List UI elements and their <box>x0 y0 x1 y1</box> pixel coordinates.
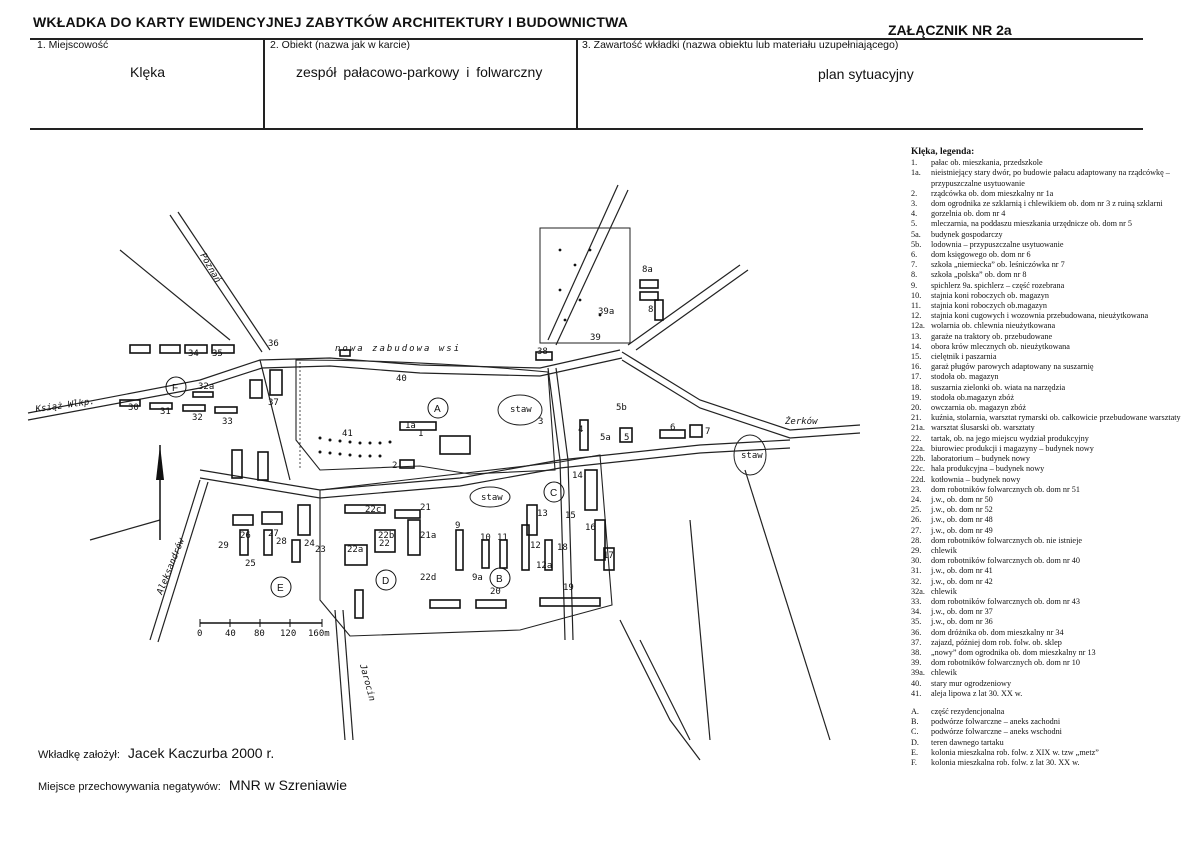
building-label: 24 <box>304 539 315 549</box>
legend-number: 32a. <box>911 586 925 596</box>
building-label: 10 <box>480 533 491 543</box>
building-label: 8a <box>642 265 653 275</box>
zone-label-f: F <box>172 383 179 394</box>
legend-text: wolarnia ob. chlewnia nieużytkowana <box>931 321 1056 331</box>
legend-zone-number: F. <box>911 757 917 767</box>
scale-label-0: 0 <box>197 629 203 639</box>
legend-number: 41. <box>911 688 922 698</box>
scale-label-120: 120 <box>280 629 297 639</box>
pond-label-farm: staw <box>481 493 503 503</box>
annex-number: ZAŁĄCZNIK NR 2a <box>888 22 1012 38</box>
legend-number: 3. <box>911 199 918 209</box>
legend-number: 15. <box>911 352 922 362</box>
legend-text: stodoła ob.magazyn zbóż <box>931 392 1014 402</box>
building-label: 14 <box>572 471 583 481</box>
legend-text: dom robotników folwarcznych ob. dom nr 40 <box>931 556 1080 566</box>
object-value: zespół pałacowo-parkowy i folwarczny <box>296 64 543 80</box>
zone-label-b: B <box>496 574 503 585</box>
legend-number: 22c. <box>911 464 925 474</box>
road-label-zerkow: Żerków <box>785 417 818 427</box>
legend-number: 17. <box>911 372 922 382</box>
legend-item <box>911 403 1191 413</box>
building-label: 5 <box>624 433 630 443</box>
building-label: 13 <box>537 509 548 519</box>
legend-text: j.w., ob. dom nr 42 <box>931 576 993 586</box>
building-label: 20 <box>490 587 501 597</box>
legend-number: 5a. <box>911 229 921 239</box>
building-label: 19 <box>563 583 574 593</box>
form-title: WKŁADKA DO KARTY EWIDENCYJNEJ ZABYTKÓW ARCHITEKTURY I BUDOWNICTWA <box>33 14 629 30</box>
legend-text: garaż pługów parowych adaptowany na suszarnię <box>931 362 1094 372</box>
legend-text: biurowiec produkcji i magazyny – budynek nowy <box>931 443 1094 453</box>
legend-text: „nowy” dom ogrodnika ob. dom mieszkalny nr 13 <box>931 647 1096 657</box>
legend-text: dom robotników folwarcznych ob. dom nr 43 <box>931 596 1080 606</box>
legend-number: 37. <box>911 637 922 647</box>
legend-zone-item <box>911 707 1191 717</box>
legend-item <box>911 230 1191 240</box>
building-label: 37 <box>268 398 279 408</box>
road-label-ksiaz: Książ Wlkp. <box>35 396 96 415</box>
building-label: 4 <box>578 425 584 435</box>
legend-number: 27. <box>911 525 922 535</box>
building-label: 27 <box>268 529 279 539</box>
legend-text: pałac ob. mieszkania, przedszkole <box>931 158 1043 168</box>
legend-number: 13. <box>911 331 922 341</box>
legend-item <box>911 423 1191 433</box>
legend-number: 23. <box>911 484 922 494</box>
legend-item <box>911 475 1191 485</box>
map-legend <box>911 147 1191 768</box>
legend-item <box>911 515 1191 525</box>
building-label: 9 <box>455 521 461 531</box>
legend-text: warsztat ślusarski ob. warsztaty <box>931 423 1035 433</box>
building-label: 39 <box>590 333 601 343</box>
legend-zone-text: podwórze folwarczne – aneks wschodni <box>931 727 1062 737</box>
garden-plot <box>540 228 630 343</box>
legend-spacer <box>911 699 1191 707</box>
legend-zone-number: A. <box>911 706 919 716</box>
legend-text: chlewik <box>931 545 957 555</box>
legend-item <box>911 352 1191 362</box>
road-label-poznan: Poznań <box>197 251 223 285</box>
building-label: 33 <box>222 417 233 427</box>
legend-item <box>911 587 1191 597</box>
legend-item <box>911 158 1191 168</box>
legend-text: obora krów mlecznych ob. nieużytkowana <box>931 341 1070 351</box>
legend-number: 18. <box>911 382 922 392</box>
legend-zone-text: kolonia mieszkalna rob. folw. z lat 30. XX w. <box>931 757 1080 767</box>
legend-text: spichlerz 9a. spichlerz – część rozebrana <box>931 280 1065 290</box>
legend-text: j.w., ob. dom nr 50 <box>931 494 993 504</box>
legend-zone-item <box>911 727 1191 737</box>
legend-number: 1a. <box>911 168 921 178</box>
legend-item <box>911 270 1191 280</box>
legend-number: 8. <box>911 270 918 280</box>
legend-number: 11. <box>911 301 921 311</box>
legend-text: zajazd, później dom rob. folw. ob. sklep <box>931 637 1062 647</box>
legend-number: 6. <box>911 250 918 260</box>
legend-number: 22b. <box>911 454 926 464</box>
storage-label: Miejsce przechowywania negatywów: <box>38 781 221 793</box>
building-label: 7 <box>705 427 711 437</box>
legend-text: nieistniejący stary dwór, po budowie pałacu adaptowany na rządcówkę – przypuszczalne usytuowanie <box>931 168 1170 188</box>
building-label: 31 <box>160 407 171 417</box>
road-jarocin <box>335 610 345 740</box>
legend-item <box>911 189 1191 199</box>
road-poznan <box>170 215 262 352</box>
legend-item <box>911 526 1191 536</box>
legend-number: 1. <box>911 158 918 168</box>
legend-item <box>911 199 1191 209</box>
legend-number: 19. <box>911 392 922 402</box>
legend-zone-item <box>911 748 1191 758</box>
legend-number: 39a. <box>911 668 925 678</box>
storage-line <box>38 777 347 793</box>
building-label: 30 <box>128 403 139 413</box>
legend-item <box>911 393 1191 403</box>
building-label: 35 <box>212 349 223 359</box>
legend-text: szkoła „niemiecka” ob. leśniczówka nr 7 <box>931 260 1065 270</box>
locality-value: Klęka <box>130 64 166 80</box>
legend-item <box>911 260 1191 270</box>
zone-label-e: E <box>277 583 284 594</box>
legend-number: 38. <box>911 647 922 657</box>
building-label: 18 <box>557 543 568 553</box>
locality-label: 1. Miejscowość <box>37 39 109 51</box>
legend-number: 2. <box>911 188 918 198</box>
legend-text: mleczarnia, na poddaszu mieszkania urzędnicze ob. dom nr 5 <box>931 219 1132 229</box>
building-label: 22a <box>347 545 364 555</box>
zone-label-c: C <box>550 488 558 499</box>
legend-item <box>911 658 1191 668</box>
legend-text: chlewik <box>931 668 957 678</box>
legend-zone-text: teren dawnego tartaku <box>931 737 1004 747</box>
building-label: 11 <box>497 533 508 543</box>
legend-item <box>911 168 1191 188</box>
legend-item <box>911 495 1191 505</box>
legend-number: 30. <box>911 556 922 566</box>
legend-number: 21a. <box>911 423 925 433</box>
legend-text: dom dróżnika ob. dom mieszkalny nr 34 <box>931 627 1064 637</box>
legend-zone-text: część rezydencjonalna <box>931 706 1005 716</box>
legend-item <box>911 240 1191 250</box>
scale-label-160: 160m <box>308 629 330 639</box>
legend-number: 39. <box>911 658 922 668</box>
legend-text: j.w., ob. dom nr 36 <box>931 617 993 627</box>
building-label: 22 <box>379 539 390 549</box>
founder-label: Wkładkę założył: <box>38 749 120 761</box>
legend-number: 10. <box>911 290 922 300</box>
legend-text: j.w., ob. dom nr 49 <box>931 525 993 535</box>
legend-number: 20. <box>911 403 922 413</box>
legend-text: laboratorium – budynek nowy <box>931 454 1030 464</box>
legend-text: j.w., ob. dom nr 41 <box>931 566 993 576</box>
legend-text: aleja lipowa z lat 30. XX w. <box>931 688 1023 698</box>
legend-item <box>911 607 1191 617</box>
legend-zone-number: C. <box>911 727 919 737</box>
scale-label-40: 40 <box>225 629 236 639</box>
building-label: 1a <box>405 421 416 431</box>
object-label: 2. Obiekt (nazwa jak w karcie) <box>270 39 411 51</box>
legend-text: gorzelnia ob. dom nr 4 <box>931 209 1006 219</box>
zone-label-a: A <box>434 404 441 415</box>
legend-item <box>911 577 1191 587</box>
legend-text: dom robotników folwarcznych ob. dom nr 51 <box>931 484 1080 494</box>
founder-line <box>38 745 274 761</box>
legend-item <box>911 434 1191 444</box>
legend-number: 21. <box>911 413 922 423</box>
legend-item <box>911 362 1191 372</box>
legend-text: owczarnia ob. magazyn zbóż <box>931 403 1027 413</box>
legend-item <box>911 444 1191 454</box>
legend-number: 25. <box>911 505 922 515</box>
legend-text: dom robotników folwarcznych ob. dom nr 10 <box>931 658 1080 668</box>
legend-item <box>911 372 1191 382</box>
legend-item <box>911 505 1191 515</box>
building-label: 8 <box>648 305 654 315</box>
legend-zone-item <box>911 758 1191 768</box>
legend-number: 34. <box>911 607 922 617</box>
legend-title: Klęka, legenda: <box>911 147 975 157</box>
legend-item <box>911 628 1191 638</box>
legend-text: dom robotników folwarcznych ob. nie istnieje <box>931 535 1082 545</box>
pond-label-park: staw <box>510 405 532 415</box>
content-value: plan sytuacyjny <box>818 66 914 82</box>
building-label: 23 <box>315 545 326 555</box>
legend-number: 26. <box>911 515 922 525</box>
legend-zone-number: E. <box>911 747 919 757</box>
legend-number: 22. <box>911 433 922 443</box>
legend-text: j.w., ob. dom nr 37 <box>931 607 993 617</box>
legend-text: lodownia – przypuszczalne usytuowanie <box>931 239 1064 249</box>
legend-number: 28. <box>911 535 922 545</box>
building-label: 1 <box>418 429 424 439</box>
legend-number: 12. <box>911 311 922 321</box>
building-label: 34 <box>188 349 199 359</box>
legend-number: 29. <box>911 545 922 555</box>
legend-item <box>911 485 1191 495</box>
building-label: 12a <box>536 561 553 571</box>
legend-text: chlewik <box>931 586 957 596</box>
legend-zone-item <box>911 717 1191 727</box>
road-zerkow <box>622 352 860 430</box>
road-label-jarocin: Jarocin <box>357 663 377 703</box>
road-label-aleksandrow: Aleksandrów <box>155 537 188 597</box>
legend-item <box>911 556 1191 566</box>
legend-item <box>911 332 1191 342</box>
building-label: 22b <box>378 531 395 541</box>
legend-item <box>911 648 1191 658</box>
legend-text: stajnia koni cugowych i wozownia przebudowana, nieużytkowana <box>931 311 1149 321</box>
building-label: 29 <box>218 541 229 551</box>
building-label: 21 <box>420 503 431 513</box>
legend-number: 35. <box>911 617 922 627</box>
legend-item <box>911 301 1191 311</box>
building-label: 3 <box>538 417 544 427</box>
legend-item <box>911 454 1191 464</box>
building-label: 9a <box>472 573 483 583</box>
building-label: 41 <box>342 429 353 439</box>
building-label: 21a <box>420 531 437 541</box>
legend-item <box>911 617 1191 627</box>
building-label: 40 <box>396 374 407 384</box>
building-label: 36 <box>268 339 279 349</box>
legend-item <box>911 668 1191 678</box>
zone-label-d: D <box>382 576 390 587</box>
legend-number: 12a. <box>911 321 925 331</box>
legend-text: stodoła ob. magazyn <box>931 372 999 382</box>
legend-item <box>911 546 1191 556</box>
legend-item <box>911 597 1191 607</box>
legend-item <box>911 383 1191 393</box>
legend-number: 40. <box>911 678 922 688</box>
building-label: 22c <box>365 505 382 515</box>
legend-item <box>911 689 1191 699</box>
legend-number: 36. <box>911 627 922 637</box>
building-label: 25 <box>245 559 256 569</box>
building-label: 16 <box>585 523 596 533</box>
legend-zone-item <box>911 738 1191 748</box>
scale-label-80: 80 <box>254 629 265 639</box>
legend-text: rządcówka ob. dom mieszkalny nr 1a <box>931 188 1054 198</box>
building-label: 12 <box>530 541 541 551</box>
building-label: 32a <box>198 382 215 392</box>
legend-item <box>911 566 1191 576</box>
pond-label-east: staw <box>741 451 763 461</box>
legend-item <box>911 291 1191 301</box>
legend-number: 14. <box>911 341 922 351</box>
legend-item <box>911 536 1191 546</box>
legend-text: dom ogrodnika ze szklarnią i chlewikiem ob. dom nr 3 z ruiną szklarni <box>931 199 1163 209</box>
building-label: 32 <box>192 413 203 423</box>
building-label: 6 <box>670 423 676 433</box>
building-label: 2 <box>392 461 398 471</box>
legend-text: stajnia koni roboczych ob.magazyn <box>931 301 1047 311</box>
legend-number: 4. <box>911 209 918 219</box>
legend-text: szkoła „polska” ob. dom nr 8 <box>931 270 1027 280</box>
legend-number: 31. <box>911 566 922 576</box>
legend-zone-text: podwórze folwarczne – aneks zachodni <box>931 717 1061 727</box>
park-boundary <box>296 360 555 474</box>
legend-number: 16. <box>911 362 922 372</box>
building-label: 28 <box>276 537 287 547</box>
building-label: 26 <box>240 531 251 541</box>
legend-item <box>911 281 1191 291</box>
legend-text: kotłownia – budynek nowy <box>931 474 1021 484</box>
legend-item <box>911 250 1191 260</box>
building-label: 38 <box>537 347 548 357</box>
legend-text: garaże na traktory ob. przebudowane <box>931 331 1053 341</box>
legend-text: dom księgowego ob. dom nr 6 <box>931 250 1031 260</box>
building-label: 15 <box>565 511 576 521</box>
building-label: 5a <box>600 433 611 443</box>
legend-number: 7. <box>911 260 918 270</box>
legend-text: kuźnia, stolarnia, warsztat rymarski ob. całkowicie przebudowane warsztaty <box>931 413 1181 423</box>
legend-text: hala produkcyjna – budynek nowy <box>931 464 1045 474</box>
legend-item <box>911 638 1191 648</box>
legend-number: 24. <box>911 494 922 504</box>
legend-number: 32. <box>911 576 922 586</box>
founder-value: Jacek Kaczurba 2000 r. <box>127 745 275 761</box>
legend-text: tartak, ob. na jego miejscu wydział produkcyjny <box>931 433 1089 443</box>
legend-text: j.w., ob. dom nr 48 <box>931 515 993 525</box>
legend-number: 9. <box>911 280 918 290</box>
legend-zone-number: D. <box>911 737 919 747</box>
road-label-new-development: nowa zabudowa wsi <box>335 344 462 354</box>
legend-zone-text: kolonia mieszkalna rob. folw. z XIX w. tzw „metz” <box>931 747 1099 757</box>
legend-item <box>911 464 1191 474</box>
scale-bar <box>197 619 330 639</box>
legend-number: 22d. <box>911 474 926 484</box>
legend-text: stajnia koni roboczych ob. magazyn <box>931 290 1049 300</box>
legend-text: suszarnia zielonki ob. wiata na narzędzia <box>931 382 1066 392</box>
legend-item <box>911 679 1191 689</box>
legend-number: 33. <box>911 596 922 606</box>
legend-number: 5b. <box>911 239 922 249</box>
legend-item <box>911 209 1191 219</box>
legend-text: budynek gospodarczy <box>931 229 1003 239</box>
legend-items <box>911 158 1191 699</box>
legend-item <box>911 311 1191 321</box>
content-label: 3. Zawartość wkładki (nazwa obiektu lub materiału uzupełniającego) <box>582 39 899 51</box>
legend-item <box>911 413 1191 423</box>
building-label: 17 <box>603 551 614 561</box>
legend-zones <box>911 707 1191 768</box>
legend-item <box>911 219 1191 229</box>
legend-text: stary mur ogrodzeniowy <box>931 678 1012 688</box>
building-label: 22d <box>420 573 437 583</box>
building-label: 5b <box>616 403 627 413</box>
legend-zone-number: B. <box>911 717 919 727</box>
legend-number: 22a. <box>911 443 925 453</box>
legend-number: 5. <box>911 219 918 229</box>
legend-item <box>911 321 1191 331</box>
legend-text: cielętnik i paszarnia <box>931 352 997 362</box>
storage-value: MNR w Szreniawie <box>228 777 348 793</box>
building-label: 39a <box>598 307 615 317</box>
legend-item <box>911 342 1191 352</box>
legend-text: j.w., ob. dom nr 52 <box>931 505 993 515</box>
